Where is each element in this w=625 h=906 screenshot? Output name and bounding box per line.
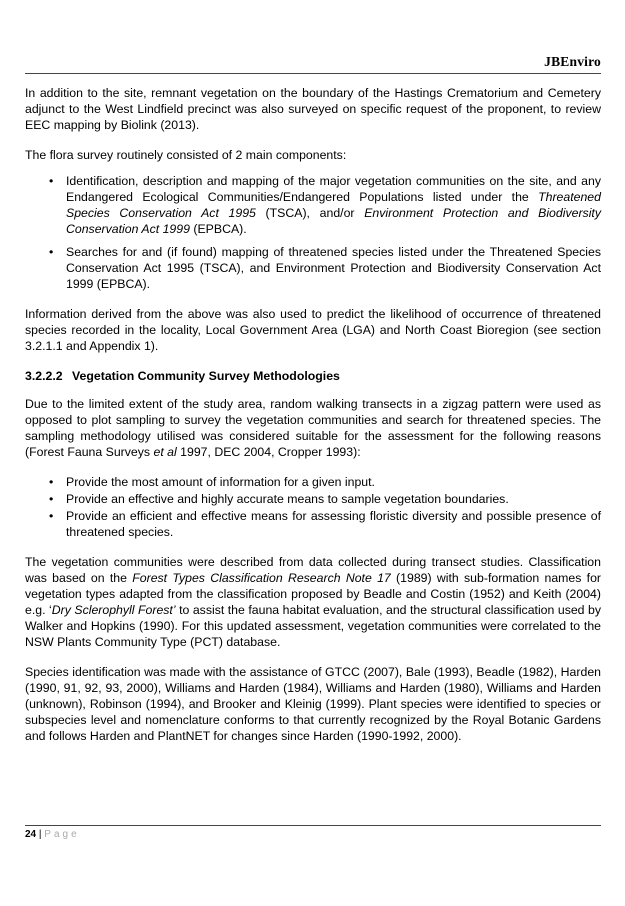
list-item	[25, 173, 601, 237]
paragraph-text: Due to the limited extent of the study area, random walking transects in a zigzag pattern were used as opposed to plot sampling to survey the vegetation communities and search for threatened species. The sampling methodology utilised was considered suitable for the assessment for the following reasons (Forest Fauna Surveys	[25, 397, 601, 459]
page-number: 24	[25, 829, 37, 840]
list-item-text: Provide an effective and highly accurate means to sample vegetation boundaries.	[66, 492, 509, 506]
bullet-icon: •	[49, 492, 54, 506]
research-note-title: Forest Types Classification Research Note 17	[132, 571, 391, 585]
paragraph-methodology	[25, 396, 601, 460]
list-item-text: Provide the most amount of information for a given input.	[66, 475, 375, 489]
header-divider	[25, 73, 601, 74]
header-brand: JBEnviro	[544, 54, 601, 69]
section-heading	[25, 368, 601, 384]
list-item	[25, 474, 601, 490]
footer-divider	[25, 825, 601, 826]
bullet-icon: •	[49, 245, 54, 259]
paragraph-text: 1997, DEC 2004, Cropper 1993):	[176, 445, 361, 459]
paragraph-text: (1989) with sub-formation names for vegetation types adapted from the classification proposed by Beadle and Costin (1952) and Keith (2004) e.g. ‘	[25, 571, 602, 617]
bullet-icon: •	[49, 475, 54, 489]
page-body	[25, 85, 601, 758]
list-item	[25, 244, 601, 292]
section-title: Vegetation Community Survey Methodologies	[72, 369, 340, 383]
bullet-icon: •	[49, 174, 54, 188]
paragraph-text: to assist the fauna habitat evaluation, and the structural classification used by Walker and Hopkins (1990). For this updated assessment, vegetation communities were correlated to the NSW Plants Community Type (PCT) database.	[25, 603, 602, 649]
list-item-text: (EPBCA).	[189, 222, 247, 236]
reasons-list	[25, 474, 601, 540]
list-item-text: (TSCA), and/or	[255, 206, 365, 220]
page-label: Page	[44, 829, 80, 840]
act-title-tsca: Threatened Species Conservation Act 1995	[66, 190, 601, 220]
paragraph-classification	[25, 554, 601, 650]
page-separator: |	[36, 829, 45, 840]
et-al-text: et al	[153, 445, 177, 459]
paragraph-text: The vegetation communities were described from data collected during transect studies. Classification was based on the	[25, 555, 601, 585]
components-list	[25, 173, 601, 292]
paragraph-likelihood: Information derived from the above was also used to predict the likelihood of occurrence of threatened species recorded in the locality, Local Government Area (LGA) and North Coast Bioregion (see section 3.2.1.1 and Appendix 1).	[25, 307, 601, 353]
act-title-epbca: Environment Protection and Biodiversity Conservation Act 1999	[66, 206, 601, 236]
list-item	[25, 508, 601, 540]
list-item-text: Searches for and (if found) mapping of threatened species listed under the Threatened Species Conservation Act 1995 (TSCA), and Environment Protection and Biodiversity Conservation Act 1999 (EPBCA).	[66, 245, 601, 291]
list-item	[25, 491, 601, 507]
bullet-icon: •	[49, 509, 54, 523]
forest-type-term: Dry Sclerophyll Forest’	[51, 603, 176, 617]
paragraph-species-identification: Species identification was made with the assistance of GTCC (2007), Bale (1993), Beadle (1982), Harden (1990, 91, 92, 93, 2000), Williams and Harden (1984), Williams and Harden (1980), Williams and Harden (unknown), Robinson (1994), and Brooker and Kleinig (1999). Plant species were identified to species or subspecies level and nomenclature conforms to that currently recognized by the Royal Botanic Gardens and follows Harden and PlantNET for changes since Harden (1990-1992, 2000).	[25, 665, 601, 743]
list-item-text: Identification, description and mapping of the major vegetation communities on the site, and any Endangered Ecological Communities/Endangered Populations listed under the	[66, 174, 601, 204]
page-footer	[25, 829, 80, 840]
section-number: 3.2.2.2	[25, 369, 63, 383]
paragraph-components-intro: The flora survey routinely consisted of 2 main components:	[25, 148, 347, 162]
list-item-text: Provide an efficient and effective means for assessing floristic diversity and possible presence of threatened species.	[66, 509, 601, 539]
paragraph-site-survey: In addition to the site, remnant vegetation on the boundary of the Hastings Crematorium and Cemetery adjunct to the West Lindfield precinct was also surveyed on specific request of the proponent, to review EEC mapping by Biolink (2013).	[25, 86, 601, 132]
